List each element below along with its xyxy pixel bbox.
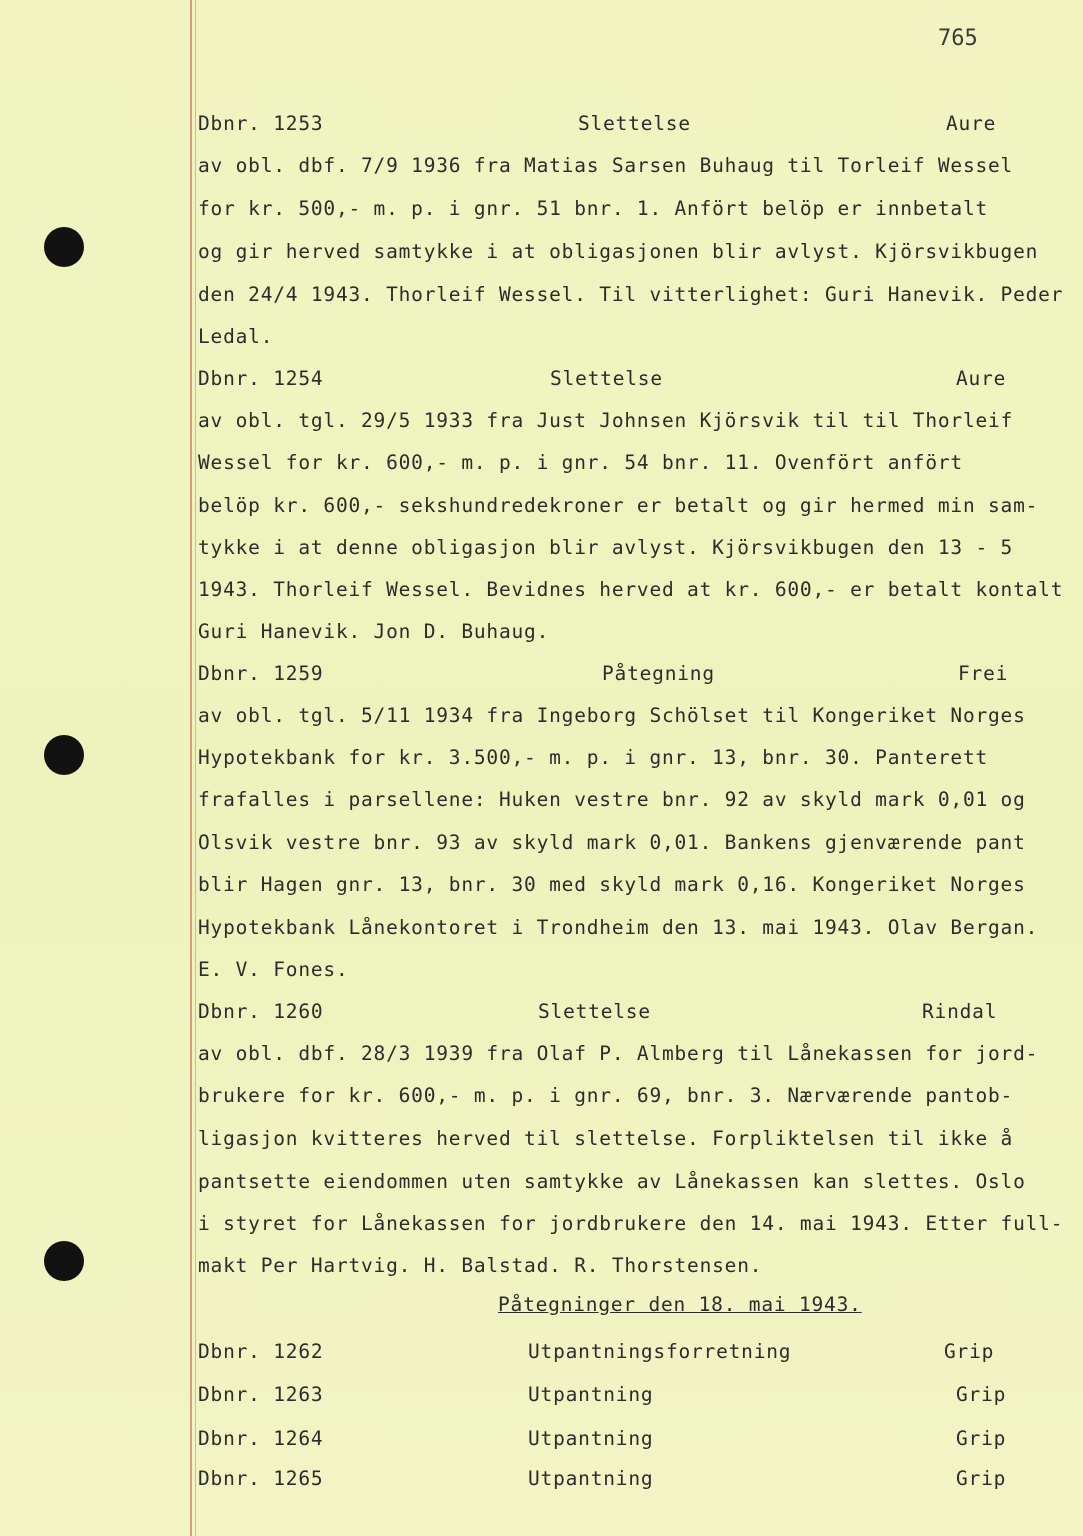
entry-text-line: den 24/4 1943. Thorleif Wessel. Til vitterlighet: Guri Hanevik. Peder [198, 283, 1064, 306]
entry-number: Dbnr. 1265 [198, 1467, 324, 1490]
entry-text-line: i styret for Lånekassen for jordbrukere den 14. mai 1943. Etter full- [198, 1212, 1064, 1235]
entry-header [198, 112, 1058, 138]
entry-text-line: for kr. 500,- m. p. i gnr. 51 bnr. 1. Anfört belöp er innbetalt [198, 197, 989, 220]
entry-place: Frei [958, 662, 1009, 685]
entry-text-line: belöp kr. 600,- sekshundredekroner er betalt og gir hermed min sam- [198, 494, 1039, 517]
entry-text-line: pantsette eiendommen uten samtykke av Lånekassen kan slettes. Oslo [198, 1170, 1026, 1193]
entry-text-line: E. V. Fones. [198, 958, 349, 981]
entry-type: Slettelse [538, 1000, 651, 1023]
entry-text-line: Hypotekbank for kr. 3.500,- m. p. i gnr. 13, bnr. 30. Panterett [198, 746, 989, 769]
entry-text-line: tykke i at denne obligasjon blir avlyst. Kjörsvikbugen den 13 - 5 [198, 536, 1014, 559]
entry-text-line: av obl. tgl. 29/5 1933 fra Just Johnsen Kjörsvik til til Thorleif [198, 409, 1014, 432]
entry-text-line: Hypotekbank Lånekontoret i Trondheim den 13. mai 1943. Olav Bergan. [198, 916, 1039, 939]
entry-text-line: og gir herved samtykke i at obligasjonen blir avlyst. Kjörsvikbugen [198, 240, 1039, 263]
list-item [198, 1427, 1058, 1453]
entry-header [198, 367, 1058, 393]
entry-place: Grip [956, 1427, 1007, 1450]
entry-type: Utpantning [528, 1467, 654, 1490]
entry-type: Påtegning [602, 662, 715, 685]
entry-number: Dbnr. 1262 [198, 1340, 324, 1363]
entry-text-line: av obl. tgl. 5/11 1934 fra Ingeborg Schölset til Kongeriket Norges [198, 704, 1026, 727]
entry-header [198, 662, 1058, 688]
entry-number: Dbnr. 1259 [198, 662, 324, 685]
list-item [198, 1340, 1058, 1366]
entry-place: Aure [946, 112, 997, 135]
margin-line [190, 0, 192, 1536]
entry-text-line: ligasjon kvitteres herved til slettelse. Forpliktelsen til ikke å [198, 1127, 1014, 1150]
entry-number: Dbnr. 1254 [198, 367, 324, 390]
entry-text-line: Ledal. [198, 325, 274, 348]
entry-header [198, 1000, 1058, 1026]
entry-type: Slettelse [578, 112, 691, 135]
entry-place: Rindal [922, 1000, 998, 1023]
punch-hole [44, 1241, 84, 1281]
punch-hole [44, 735, 84, 775]
entry-text-line: 1943. Thorleif Wessel. Bevidnes herved at kr. 600,- er betalt kontalt [198, 578, 1064, 601]
entry-text-line: av obl. dbf. 7/9 1936 fra Matias Sarsen Buhaug til Torleif Wessel [198, 154, 1014, 177]
entry-number: Dbnr. 1253 [198, 112, 324, 135]
entry-place: Grip [956, 1467, 1007, 1490]
entry-number: Dbnr. 1264 [198, 1427, 324, 1450]
list-item [198, 1383, 1058, 1409]
entry-text-line: makt Per Hartvig. H. Balstad. R. Thorstensen. [198, 1254, 763, 1277]
list-item [198, 1467, 1058, 1493]
section-heading: Påtegninger den 18. mai 1943. [498, 1293, 862, 1316]
page-number: 765 [938, 26, 978, 51]
entry-type: Utpantning [528, 1427, 654, 1450]
entry-text-line: brukere for kr. 600,- m. p. i gnr. 69, bnr. 3. Nærværende pantob- [198, 1084, 1014, 1107]
entry-type: Utpantning [528, 1383, 654, 1406]
entry-text-line: blir Hagen gnr. 13, bnr. 30 med skyld mark 0,16. Kongeriket Norges [198, 873, 1026, 896]
entry-number: Dbnr. 1263 [198, 1383, 324, 1406]
entry-place: Grip [956, 1383, 1007, 1406]
entry-place: Grip [944, 1340, 995, 1363]
entry-type: Slettelse [550, 367, 663, 390]
entry-text-line: frafalles i parsellene: Huken vestre bnr. 92 av skyld mark 0,01 og [198, 788, 1026, 811]
punch-hole [44, 227, 84, 267]
entry-text-line: Wessel for kr. 600,- m. p. i gnr. 54 bnr. 11. Ovenfört anfört [198, 451, 963, 474]
margin-line [195, 0, 196, 1536]
entry-text-line: Olsvik vestre bnr. 93 av skyld mark 0,01. Bankens gjenværende pant [198, 831, 1026, 854]
entry-place: Aure [956, 367, 1007, 390]
entry-text-line: Guri Hanevik. Jon D. Buhaug. [198, 620, 550, 643]
entry-text-line: av obl. dbf. 28/3 1939 fra Olaf P. Almberg til Lånekassen for jord- [198, 1042, 1039, 1065]
entry-type: Utpantningsforretning [528, 1340, 792, 1363]
entry-number: Dbnr. 1260 [198, 1000, 324, 1023]
